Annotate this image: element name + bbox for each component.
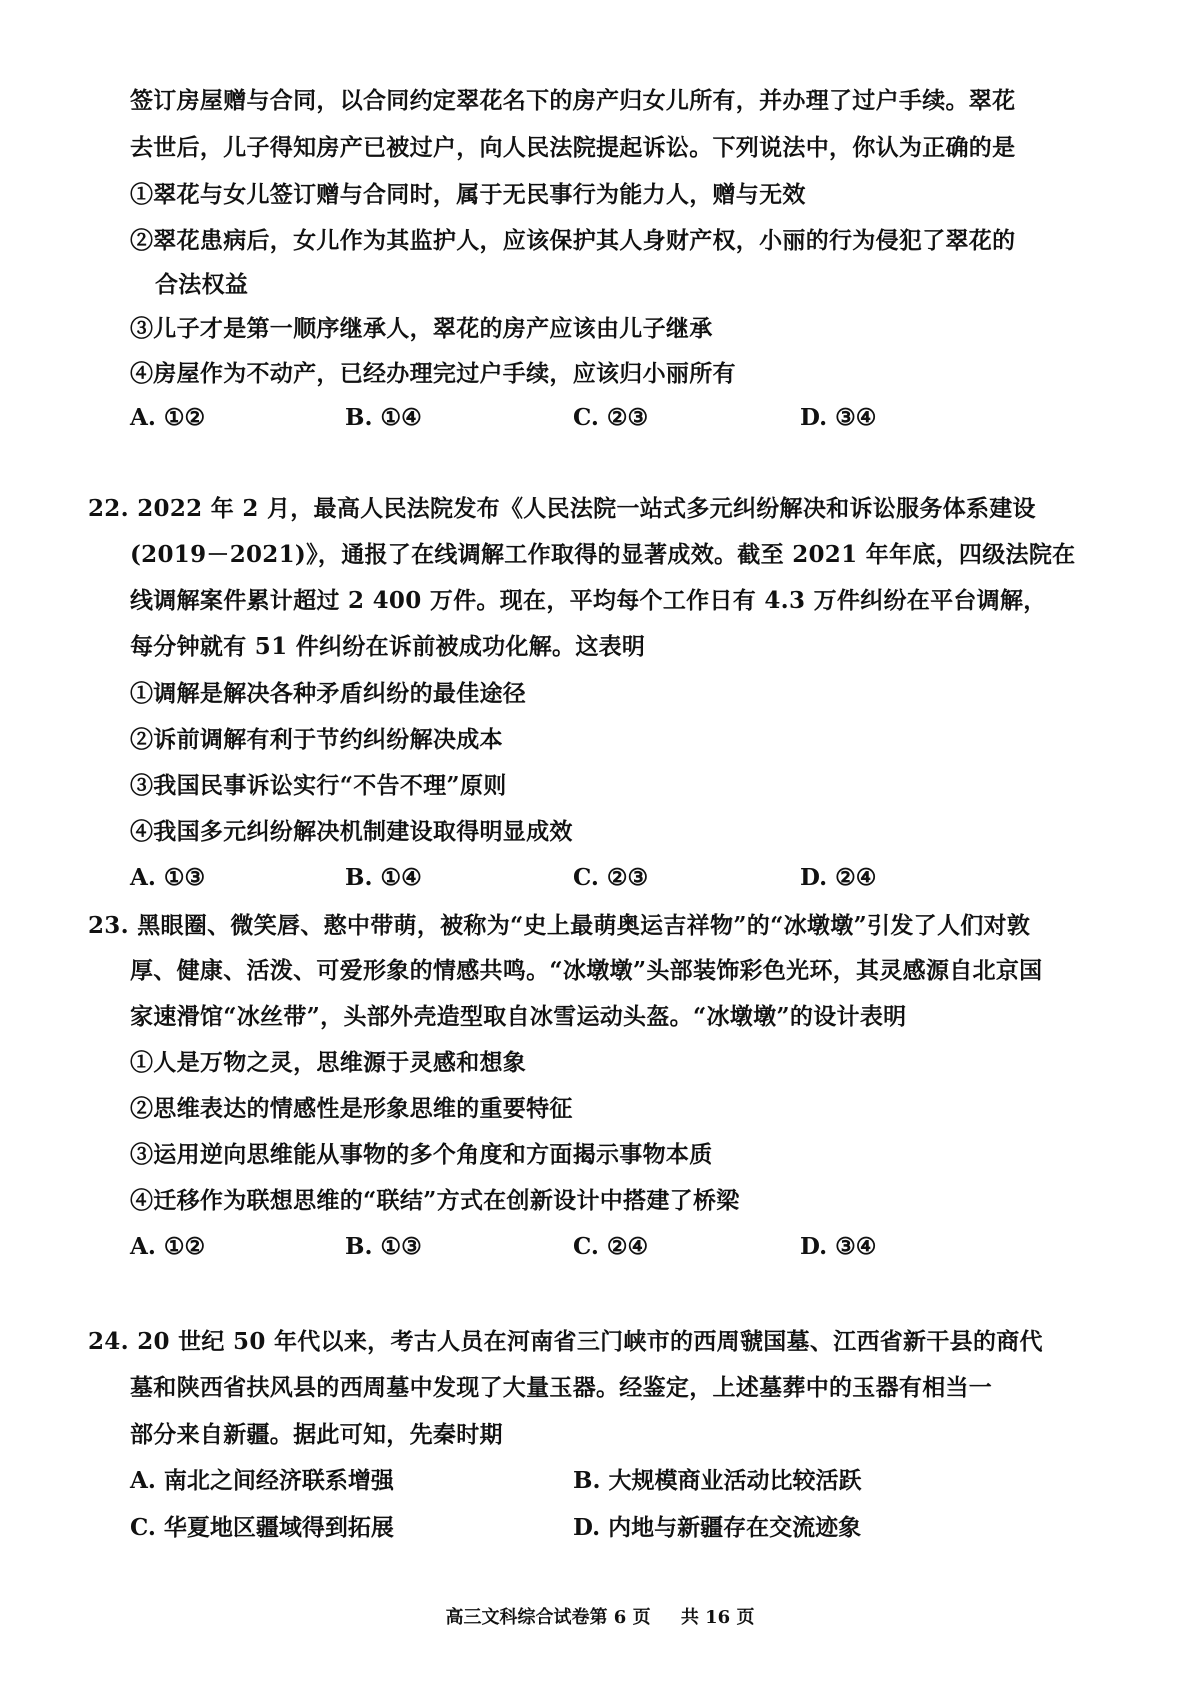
q24-stem-line-1: 24. 20 世纪 50 年代以来，考古人员在河南省三门峡市的西周虢国墓、江西省新干县的商代 <box>88 1328 1043 1355</box>
q23-stem-line-2: 厚、健康、活泼、可爱形象的情感共鸣。“冰墩墩”头部装饰彩色光环，其灵感源自北京国 <box>130 957 1043 984</box>
q21-option-b: B. ①④ <box>345 404 422 431</box>
q22-statement-2: ②诉前调解有利于节约纠纷解决成本 <box>130 726 503 753</box>
q23-option-b: B. ①③ <box>345 1233 422 1260</box>
q22-statement-3: ③我国民事诉讼实行“不告不理”原则 <box>130 772 507 799</box>
q22-option-a: A. ①③ <box>130 864 206 891</box>
q22-stem-line-3: 线调解案件累计超过 2 400 万件。现在，平均每个工作日有 4.3 万件纠纷在平台调解， <box>130 587 1047 614</box>
q24-option-a: A. 南北之间经济联系增强 <box>130 1467 394 1494</box>
q24-stem-line-3: 部分来自新疆。据此可知，先秦时期 <box>130 1421 503 1448</box>
q21-statement-2b: 合法权益 <box>155 271 249 298</box>
page-footer <box>0 1606 1200 1630</box>
q21-statement-1: ①翠花与女儿签订赠与合同时，属于无民事行为能力人，赠与无效 <box>130 181 806 208</box>
q23-option-c: C. ②④ <box>573 1233 649 1260</box>
q22-stem-line-4: 每分钟就有 51 件纠纷在诉前被成功化解。这表明 <box>130 633 646 660</box>
q23-stem-line-1: 23. 黑眼圈、微笑唇、憨中带萌，被称为“史上最萌奥运吉祥物”的“冰墩墩”引发了人们对敦 <box>88 912 1031 939</box>
q23-statement-3: ③运用逆向思维能从事物的多个角度和方面揭示事物本质 <box>130 1141 713 1168</box>
q23-stem-line-3: 家速滑馆“冰丝带”，头部外壳造型取自冰雪运动头盔。“冰墩墩”的设计表明 <box>130 1003 907 1030</box>
q23-statement-1: ①人是万物之灵，思维源于灵感和想象 <box>130 1049 527 1076</box>
q21-option-a: A. ①② <box>130 404 206 431</box>
q22-stem-line-2: (2019－2021)》，通报了在线调解工作取得的显著成效。截至 2021 年年底，四级法院在 <box>130 541 1076 568</box>
q24-option-b: B. 大规模商业活动比较活跃 <box>573 1467 862 1494</box>
q22-statement-1: ①调解是解决各种矛盾纠纷的最佳途径 <box>130 680 527 707</box>
q22-option-d: D. ②④ <box>800 864 877 891</box>
q22-option-b: B. ①④ <box>345 864 422 891</box>
q22-stem-line-1: 22. 2022 年 2 月，最高人民法院发布《人民法院一站式多元纠纷解决和诉讼服务体系建设 <box>88 495 1036 522</box>
q24-stem-line-2: 墓和陕西省扶风县的西周墓中发现了大量玉器。经鉴定，上述墓葬中的玉器有相当一 <box>130 1374 993 1401</box>
q21-stem-line-2: 去世后，儿子得知房产已被过户，向人民法院提起诉讼。下列说法中，你认为正确的是 <box>130 134 1016 161</box>
footer-total-label: 共 16 页 <box>680 1607 755 1628</box>
q24-option-c: C. 华夏地区疆域得到拓展 <box>130 1514 394 1541</box>
q21-stem-line-1: 签订房屋赠与合同，以合同约定翠花名下的房产归女儿所有，并办理了过户手续。翠花 <box>130 87 1016 114</box>
q23-statement-4: ④迁移作为联想思维的“联结”方式在创新设计中搭建了桥梁 <box>130 1187 740 1214</box>
q22-option-c: C. ②③ <box>573 864 649 891</box>
q23-statement-2: ②思维表达的情感性是形象思维的重要特征 <box>130 1095 573 1122</box>
q23-option-a: A. ①② <box>130 1233 206 1260</box>
q21-option-d: D. ③④ <box>800 404 877 431</box>
q21-statement-2a: ②翠花患病后，女儿作为其监护人，应该保护其人身财产权，小丽的行为侵犯了翠花的 <box>130 227 1016 254</box>
q23-option-d: D. ③④ <box>800 1233 877 1260</box>
q22-statement-4: ④我国多元纠纷解决机制建设取得明显成效 <box>130 818 573 845</box>
q21-option-c: C. ②③ <box>573 404 649 431</box>
q24-option-d: D. 内地与新疆存在交流迹象 <box>573 1514 862 1541</box>
footer-page-label: 高三文科综合试卷第 6 页 <box>445 1607 651 1628</box>
q21-statement-4: ④房屋作为不动产，已经办理完过户手续，应该归小丽所有 <box>130 360 736 387</box>
q21-statement-3: ③儿子才是第一顺序继承人，翠花的房产应该由儿子继承 <box>130 315 713 342</box>
